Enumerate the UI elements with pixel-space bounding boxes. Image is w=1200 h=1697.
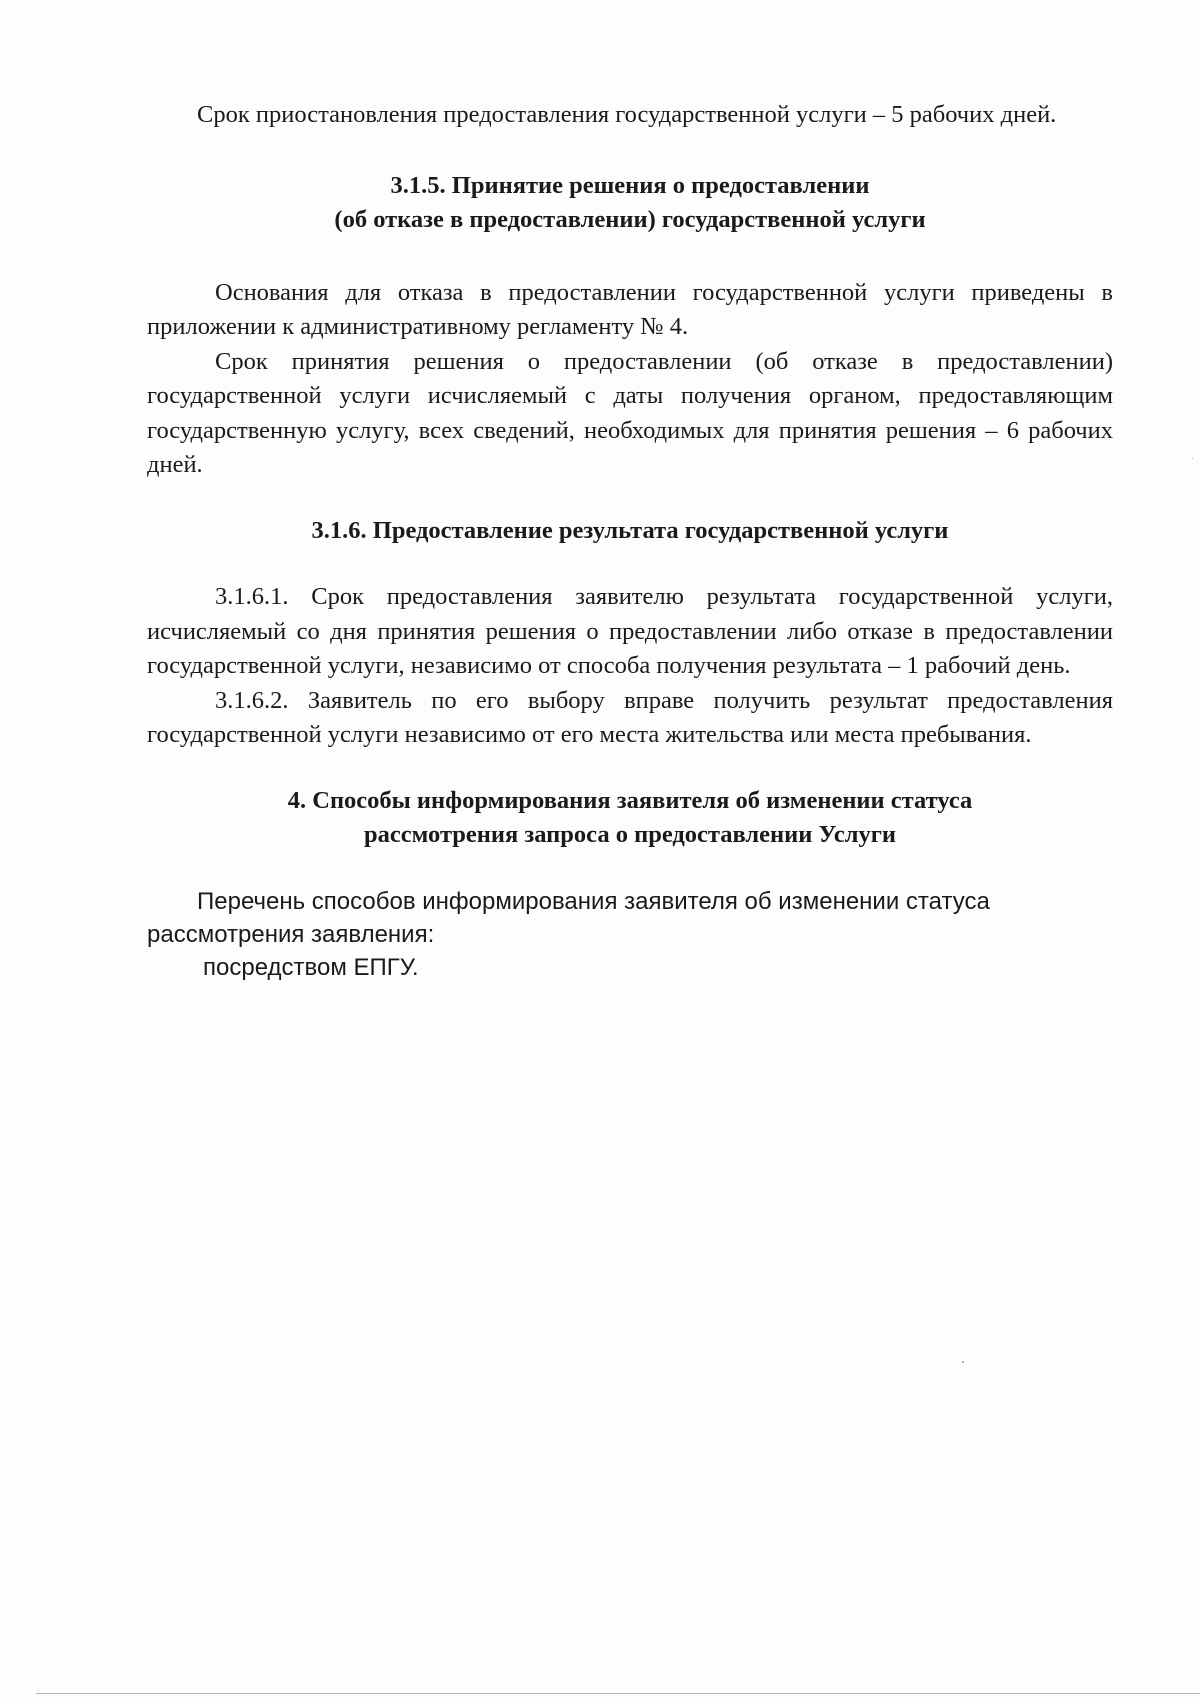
- section-4-paragraph-epgu: посредством ЕПГУ.: [203, 953, 419, 981]
- scan-bottom-edge-line: [36, 1693, 1200, 1694]
- section-3-1-6-title: 3.1.6. Предоставление результата государственной услуги: [311, 516, 949, 544]
- section-3-1-5-paragraph-grounds: Основания для отказа в предоставлении государственной услуги приведены в приложении к административному регламенту № 4.: [147, 278, 1113, 340]
- section-3-1-6-heading: [147, 514, 1113, 549]
- section-4-title-line1: 4. Способы информирования заявителя об изменении статуса: [287, 786, 973, 814]
- section-3-1-5-heading: [147, 169, 1113, 238]
- scan-speck: [962, 1361, 964, 1363]
- scan-speck: [1192, 458, 1193, 459]
- section-3-1-6-2-paragraph: 3.1.6.2. Заявитель по его выбору вправе получить результат предоставления государственной услуги независимо от его места жительства или места пребывания.: [147, 686, 1113, 748]
- section-4-heading: [147, 784, 1113, 853]
- section-4-paragraph-list: Перечень способов информирования заявителя об изменении статуса рассмотрения заявления:: [147, 887, 990, 948]
- intro-paragraph: Срок приостановления предоставления государственной услуги – 5 рабочих дней.: [197, 101, 1057, 128]
- section-3-1-5-title-line1: 3.1.5. Принятие решения о предоставлении: [390, 171, 870, 199]
- document-body: [147, 98, 1113, 984]
- section-3-1-6-1-paragraph: 3.1.6.1. Срок предоставления заявителю результата государственной услуги, исчисляемый со дня принятия решения о предоставлении либо отказе в предоставлении государственной услуги, независимо от способа получения результата – 1 рабочий день.: [147, 583, 1113, 679]
- section-3-1-5-title-line2: (об отказе в предоставлении) государственной услуги: [334, 206, 926, 233]
- section-3-1-5-paragraph-term: Срок принятия решения о предоставлении (об отказе в предоставлении) государственной услуги исчисляемый с даты получения органом, предоставляющим государственную услугу, всех сведений, необходимых для принятия решения – 6 рабочих дней.: [147, 347, 1113, 478]
- section-4-title-line2: рассмотрения запроса о предоставлении Услуги: [364, 821, 896, 848]
